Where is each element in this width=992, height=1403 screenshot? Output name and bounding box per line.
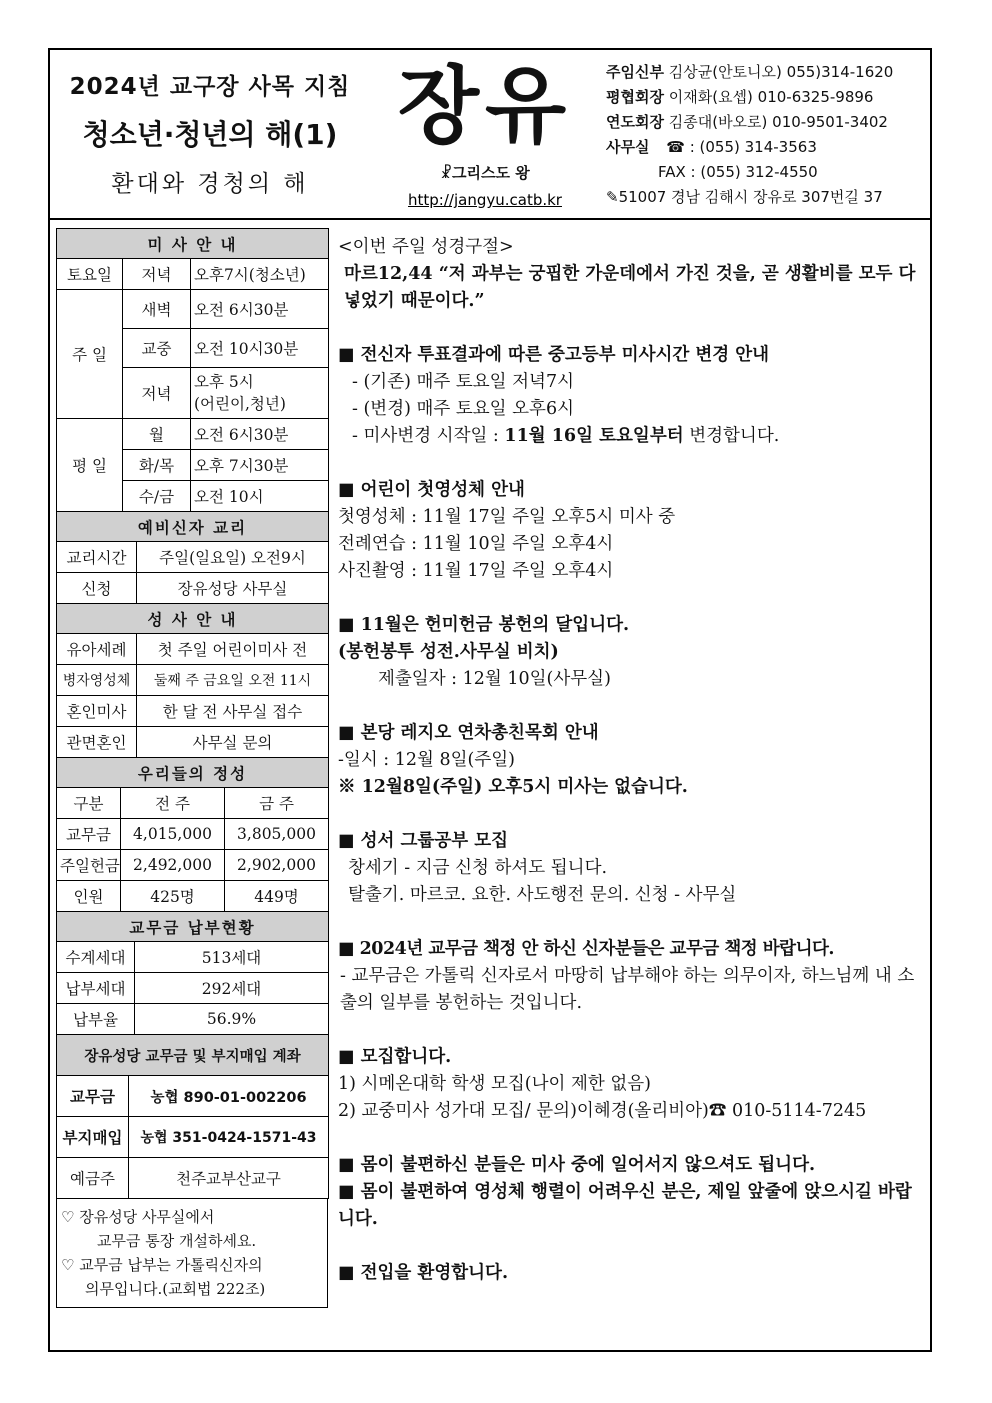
notice-title: ■ 전신자 투표결과에 따른 중고등부 미사시간 변경 안내: [338, 345, 770, 365]
notice-health: [338, 1152, 928, 1233]
theme-line-2: 청소년·청년의 해(1): [82, 118, 338, 151]
contact-row: [606, 85, 930, 110]
dues-value: 513세대: [135, 942, 329, 973]
mass-day: 토요일: [57, 259, 123, 290]
notice-bible-study: [338, 828, 928, 909]
parish-subtitle: ☧그리스도 왕: [440, 164, 530, 182]
catechism-value: 장유성당 사무실: [137, 573, 329, 604]
notice-welcome: [338, 1260, 928, 1287]
account-value: 천주교부산교구: [129, 1158, 329, 1199]
sacrament-value: 첫 주일 어린이미사 전: [137, 634, 329, 665]
notice-line: 2) 교중미사 성가대 모집/ 문의)이혜경(올리비아)☎ 010-5114-7245: [338, 1101, 867, 1121]
sacraments-section-title: 성 사 안 내: [57, 604, 329, 634]
account-label: 교무금: [57, 1076, 129, 1117]
sacrament-value: 둘째 주 금요일 오전 11시: [137, 665, 329, 696]
offerings-header: 구분: [57, 788, 121, 819]
notice-line: 제출일자 : 12월 10일(사무실): [378, 669, 611, 689]
contact-row: [606, 60, 930, 85]
offerings-prev: 425명: [121, 881, 225, 912]
mass-time: 오전 10시: [191, 481, 329, 512]
notice-offering-month: [338, 612, 928, 693]
contact-value: FAX : (055) 312-4550: [658, 163, 818, 181]
notice-line: (봉헌봉투 성전.사무실 비치): [338, 642, 559, 662]
notice-line: -일시 : 12월 8일(주일): [338, 750, 515, 770]
mass-slot: 저녁: [123, 259, 191, 290]
notice-title: ■ 모집합니다.: [338, 1047, 452, 1067]
theme-line-3: 환대와 경청의 해: [111, 171, 309, 197]
contact-label: 연도회장: [606, 113, 664, 131]
offerings-prev: 2,492,000: [121, 850, 225, 881]
mass-time: [191, 368, 329, 419]
notice-line: ■ 몸이 불편하신 분들은 미사 중에 일어서지 않으셔도 됩니다.: [338, 1155, 816, 1175]
notice-line: 전례연습 : 11월 10일 주일 오후4시: [338, 534, 614, 554]
sacrament-label: 유아세례: [57, 634, 137, 665]
notice-line: ※ 12월8일(주일) 오후5시 미사는 없습니다.: [338, 777, 688, 797]
notice-mass-change: [338, 342, 928, 450]
offerings-label: 주일헌금: [57, 850, 121, 881]
account-value: 농협 890-01-002206: [129, 1076, 329, 1117]
gospel-text: 마르12,44 “저 과부는 궁핍한 가운데에서 가진 것을, 곧 생활비를 모두 다 넣었기 때문이다.”: [344, 264, 916, 311]
notice-dues: [338, 936, 928, 1017]
parish-url-link[interactable]: http://jangyu.catb.kr: [408, 191, 562, 209]
main-content: [338, 234, 928, 1314]
contact-label: 주임신부: [606, 63, 664, 81]
notice-line: ■ 몸이 불편하여 영성체 행렬이 어려우신 분은, 제일 앞줄에 앉으시길 바랍니다.: [338, 1182, 912, 1229]
contact-value: ☎ : (055) 314-3563: [666, 138, 817, 156]
mass-time: 오후 7시30분: [191, 450, 329, 481]
notice-first-communion: [338, 477, 928, 585]
contact-row: [606, 160, 930, 185]
notice-title: ■ 성서 그룹공부 모집: [338, 831, 509, 851]
contact-row: [606, 110, 930, 135]
mass-time-line: 오후 5시: [194, 373, 254, 391]
sacrament-label: 관면혼인: [57, 727, 137, 758]
offerings-section-title: 우리들의 정성: [57, 758, 329, 788]
contact-label: 평협회장: [606, 88, 664, 106]
sidebar-notes: [56, 1199, 328, 1308]
accounts-table: [56, 1034, 329, 1199]
note-line: ♡ 장유성당 사무실에서: [61, 1208, 215, 1226]
catechism-label: 신청: [57, 573, 137, 604]
notice-line: - (변경) 매주 토요일 오후6시: [352, 399, 575, 419]
note-line: 교무금 통장 개설하세요.: [97, 1232, 257, 1250]
contact-value: 이재화(요셉) 010-6325-9896: [668, 88, 874, 106]
dues-table: [56, 911, 329, 1035]
notice-line: - (기존) 매주 토요일 저녁7시: [352, 372, 575, 392]
contact-value: 김상균(안토니오) 055)314-1620: [668, 63, 894, 81]
notice-line: 창세기 - 지금 신청 하셔도 됩니다.: [348, 858, 608, 878]
bulletin-frame: [48, 48, 932, 1352]
gospel-block: [338, 234, 928, 315]
mass-time: 오전 6시30분: [191, 419, 329, 450]
mass-slot: 새벽: [123, 290, 191, 329]
notice-line: [338, 423, 928, 450]
brand-block: [380, 56, 590, 209]
offerings-header: 전 주: [121, 788, 225, 819]
contact-value: 김종대(바오로) 010-9501-3402: [668, 113, 888, 131]
account-value: 농협 351-0424-1571-43: [129, 1117, 329, 1158]
offerings-curr: 449명: [225, 881, 329, 912]
parish-name: 장유: [397, 57, 573, 155]
notice-title: ■ 전입을 환영합니다.: [338, 1263, 509, 1283]
offerings-table: [56, 757, 329, 912]
notice-line: - 교무금은 가톨릭 신자로서 마땅히 납부해야 하는 의무이자, 하느님께 내 소출의 일부를 봉헌하는 것입니다.: [340, 966, 915, 1013]
notice-line: 첫영성체 : 11월 17일 주일 오후5시 미사 중: [338, 507, 676, 527]
notice-title: ■ 11월은 헌미헌금 봉헌의 달입니다.: [338, 615, 630, 635]
gospel-title: <이번 주일 성경구절>: [338, 237, 514, 257]
notice-emphasis: 11월 16일 토요일부터: [504, 426, 684, 446]
notice-line: 1) 시메온대학 학생 모집(나이 제한 없음): [338, 1074, 652, 1094]
notice-title: ■ 본당 레지오 연차총친목회 안내: [338, 723, 599, 743]
notice-text: 변경합니다.: [683, 426, 780, 446]
mass-time: 오전 6시30분: [191, 290, 329, 329]
notice-title: ■ 2024년 교무금 책정 안 하신 신자분들은 교무금 책정 바랍니다.: [338, 939, 834, 959]
accounts-section-title: 장유성당 교무금 및 부지매입 계좌: [57, 1035, 329, 1076]
notice-recruit: [338, 1044, 928, 1125]
catechism-value: 주일(일요일) 오전9시: [137, 542, 329, 573]
notice-title: ■ 어린이 첫영성체 안내: [338, 480, 525, 500]
sacrament-label: 병자영성체: [57, 665, 137, 696]
note-line: 의무입니다.(교회법 222조): [85, 1280, 266, 1298]
sidebar-table: [56, 228, 329, 512]
catechism-section-title: 예비신자 교리: [57, 512, 329, 542]
sidebar: [56, 228, 328, 1308]
mass-time-line: (어린이,청년): [194, 395, 286, 413]
account-label: 예금주: [57, 1158, 129, 1199]
mass-section-title: 미 사 안 내: [57, 229, 329, 259]
mass-slot: 월: [123, 419, 191, 450]
sacrament-value: 한 달 전 사무실 접수: [137, 696, 329, 727]
offerings-curr: 3,805,000: [225, 819, 329, 850]
notice-line: 사진촬영 : 11월 17일 주일 오후4시: [338, 561, 614, 581]
mass-slot: 수/금: [123, 481, 191, 512]
offerings-prev: 4,015,000: [121, 819, 225, 850]
mass-time: 오후7시(청소년): [191, 259, 329, 290]
offerings-header: 금 주: [225, 788, 329, 819]
mass-time: 오전 10시30분: [191, 329, 329, 368]
header: [50, 50, 930, 220]
dues-label: 납부율: [57, 1004, 135, 1035]
dues-label: 납부세대: [57, 973, 135, 1004]
contact-row: [606, 185, 930, 210]
offerings-label: 인원: [57, 881, 121, 912]
dues-section-title: 교무금 납부현황: [57, 912, 329, 942]
mass-day: 평 일: [57, 419, 123, 512]
offerings-curr: 2,902,000: [225, 850, 329, 881]
offerings-label: 교무금: [57, 819, 121, 850]
contacts-block: [606, 60, 930, 210]
sacrament-label: 혼인미사: [57, 696, 137, 727]
mass-slot: 화/목: [123, 450, 191, 481]
theme-block: [60, 68, 360, 198]
note-line: ♡ 교무금 납부는 가톨릭신자의: [61, 1256, 263, 1274]
theme-line-1: 2024년 교구장 사목 지침: [69, 74, 351, 100]
catechism-label: 교리시간: [57, 542, 137, 573]
dues-label: 수계세대: [57, 942, 135, 973]
dues-value: 292세대: [135, 973, 329, 1004]
mass-slot: 교중: [123, 329, 191, 368]
notice-legio: [338, 720, 928, 801]
contact-value: ✎51007 경남 김해시 장유로 307번길 37: [606, 188, 883, 206]
contact-row: [606, 135, 930, 160]
notice-line: 탈출기. 마르코. 요한. 사도행전 문의. 신청 - 사무실: [348, 885, 737, 905]
mass-day: 주 일: [57, 290, 123, 419]
account-label: 부지매입: [57, 1117, 129, 1158]
mass-slot: 저녁: [123, 368, 191, 419]
catechism-table: [56, 511, 329, 758]
sacrament-value: 사무실 문의: [137, 727, 329, 758]
contact-label: 사무실: [606, 138, 650, 156]
dues-value: 56.9%: [135, 1004, 329, 1035]
notice-text: - 미사변경 시작일 :: [352, 426, 505, 446]
